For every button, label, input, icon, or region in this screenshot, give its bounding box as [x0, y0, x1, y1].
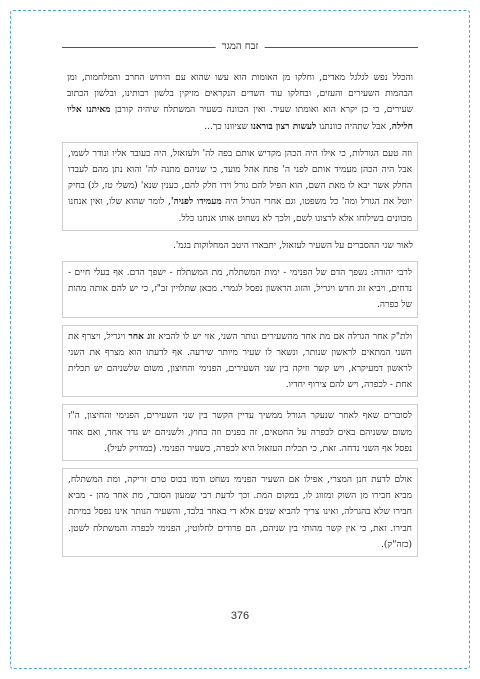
paragraph [62, 70, 418, 135]
text-run: ויגריל, ויצרף את השני המתאים לראשון שנותר, ונשאר לו שעיר מיותר שירעה. אף לדעתו הוא מצרף את השני לראשון דמעיקרא, ויש קשר וזיקה בין שני השעירים, הפנימי והחיצון, משום שלשניהם יש תכלית אחת - לכפרה, ויש להם צירוף יחדיו. [68, 331, 412, 391]
running-header [62, 38, 418, 56]
bold-text: זוג אחר [128, 331, 156, 342]
boxed-paragraph [62, 468, 418, 557]
boxed-paragraph [62, 142, 418, 231]
page-number: 376 [230, 610, 250, 622]
boxed-paragraph [62, 325, 418, 398]
text-run: לאור שני ההסברים על השעיר לעזאזל, יתבארו היטב המחלוקות בגמ'. [172, 240, 413, 251]
boxed-paragraph [62, 404, 418, 461]
bold-text: מעמידו לפניה' [170, 197, 222, 208]
text-run: וזה טעם הגורלות, כי אילו היה הכהן מקדיש אותם בפה לה' ולעזאזל, היה כעובד אליו ונודר לשמו, אבל היה הכהן מעמיד אותם לפני ה' פתח אהל מועד, כי שניהם מתנה לה' והוא נתן מהם לעבדו החלק אשר יבא לו מאת השם, הוא הפיל להם גורל וידו חלק להם, כענין שנא' (משלי טז, לג) בחיק יוטל את הגורל ומה' כל משפטו, וגם אחרי הגורל היה [68, 148, 412, 208]
header-title: זבח המגר [216, 38, 265, 56]
text-run: , אבל שתהיה כוונתנו [316, 121, 392, 132]
bold-text: לעשות רצון בוראנו [250, 121, 317, 132]
text-run: לסוברים שאף לאחר שנעקר הגורל ממשיך עדיין הקשר בין שני השעירים, הפנימי והחיצון, ה"ז משום ששניהם באים לכפרה על החטאים, זה בפנים וזה בחוץ, ולשניהם יש גדר אחד, ואם אחד נפסל אף השני נדחה. זאת, כי תכלית העזאזל היא לכפרה, כשעיר הפנימי. (כמדויק לעיל). [68, 411, 412, 454]
text-run: אולם לדעת חנן המצרי, אפילו אם השעיר הפנימי נשחט ודמו בכוס טרם זריקה, ומת המשתלח, מביא חבירו מן השוק ומזווג לו, במקום המת. וכך לדעת רבי שמעון הסובר, מת אחד מהן - מביא חבירו שלא בהגרלה, ואינו צריך להביא שנים אלא די באחד בלבד, והשעיר הנותר אינו נפסל במיתת חבירו. זאת, כי אין קשר מהותי בין שניהם, הם פרודים לחלוטין, הפנימי לכפרה והמשתלח לשטן. (כזה"ק). [68, 475, 412, 550]
text-run: , לומר שהוא שלו, ואין אנחנו מכוונים בשילוחו אלא לרצונו לשם, ולכך לא נשחוט אותו אנחנו כלל. [68, 197, 412, 224]
bold-text: מאיתנו אליו חלילה [67, 105, 413, 132]
boxed-paragraph [62, 261, 418, 318]
text-run: ולת"ק אחר הגרלה אם מת אחד מהשעירים ונותר השני, אזי יש לו להביא [155, 331, 412, 342]
page-body [62, 70, 418, 621]
text-run: שציוונו כך... [204, 121, 251, 132]
text-run: לרבי יהודה: נשפך הדם של הפנימי - ימות המשתלח, מת המשתלח - ישפך הדם. אף בעלי חיים - נדחים, ויביא זוג חדש ויגריל, והזוג הראשון נפסל לגמרי. מכאן שתלויין זב"ז, כי יש להם אותה מהות של כפרה. [68, 268, 412, 311]
paragraph [62, 238, 418, 254]
text-run: והכלל נפש לגלגל מאדים, וחלקו מן האומות הוא עשו שהוא עם הירוש החרב והמלחמות, ומן הבהמות השעירים והעזים, ובחלקו עוד השדים הנקראים מזיקין בלשון רבותינו, ובלשון הכתוב שעירים, כי כן יקרא הוא ואומתו שעיר. ואין הכוונה בשעיר המשתלח שיהיה קורבן [67, 73, 413, 116]
